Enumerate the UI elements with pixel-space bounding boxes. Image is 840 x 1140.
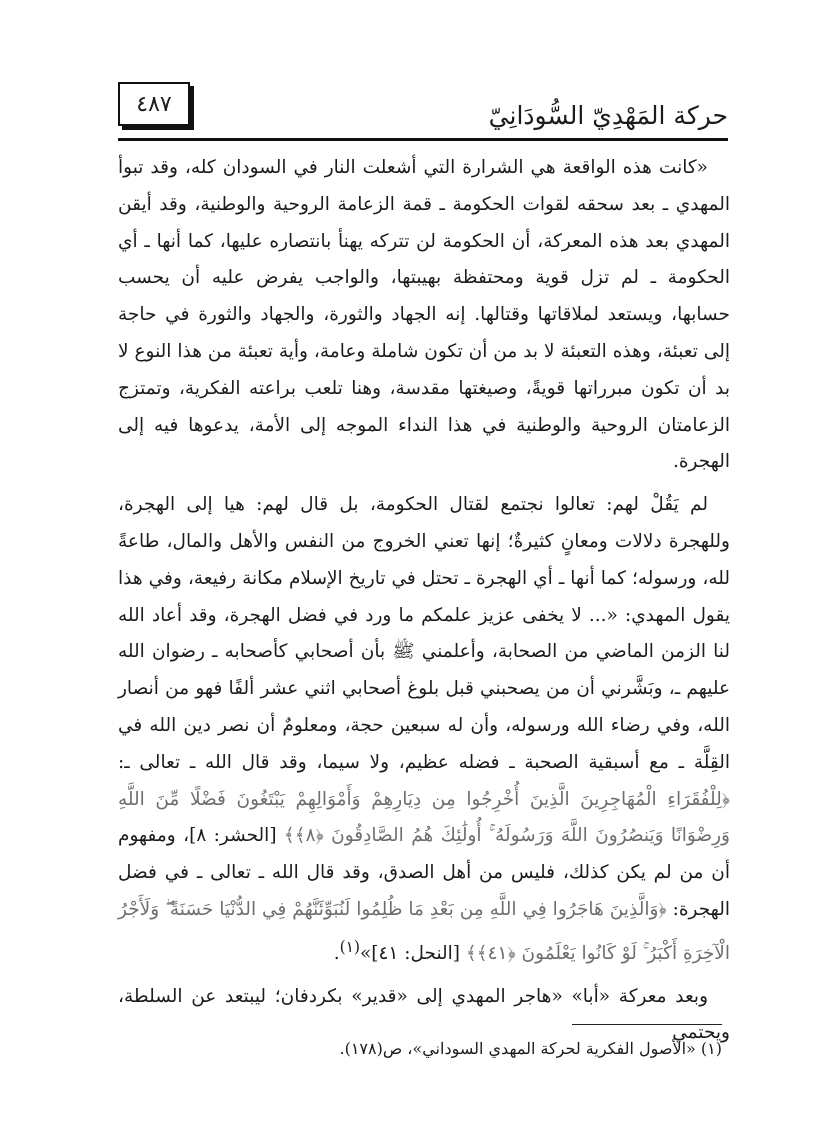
verse-2-reference: [النحل: ٤١]» [359, 942, 461, 964]
paragraph-3: وبعد معركة «أبا» «هاجر المهدي إلى «قدير» بكردفان؛ ليبتعد عن السلطة، ويحتمي [118, 985, 730, 1044]
footnote-mark: (١) [339, 937, 360, 956]
paragraph-2-end: . [333, 942, 340, 964]
paragraph-1: «كانت هذه الواقعة هي الشرارة التي أشعلت النار في السودان كله، وقد تبوأ المهدي ـ بعد سحقه لقوات الحكومة ـ قمة الزعامة الروحية والوطنية، وقد أيقن المهدي بعد هذه المعركة، أن الحكومة لن تتركه يهنأ بانتصاره عليها، كما أنها ـ أي الحكومة ـ لم تزل قوية ومحتفظة بهيبتها، والواجب يفرض عليه أن يحسب حسابها، ويستعد لملاقاتها وقتالها. إنه الجهاد والثورة، والجهاد والثورة في حاجة إلى تعبئة، وهذه التعبئة لا بد من أن تكون شاملة وعامة، وأية تعبئة من هذا النوع لا بد أن تكون مبرراتها قويةً، وصيغتها مقدسة، وهنا تلعب براعته الفكرية، وتمتزج الزعامتان الروحية والوطنية في هذا النداء الموجه إلى الأمة، يدعوها فيه إلى الهجرة. [118, 157, 730, 473]
main-text [118, 150, 730, 1052]
paragraph-2 [118, 487, 730, 973]
running-title: حركة المَهْدِيّ السُّودَانِيّ [488, 101, 728, 130]
page-number: ٤٨٧ [118, 82, 190, 126]
quran-verse-2: ﴿وَالَّذِينَ هَاجَرُوا فِي اللَّهِ مِن بَعْدِ مَا ظُلِمُوا لَنُبَوِّئَنَّهُمْ فِي الدُّنْيَا حَسَنَةً ۖ وَلَأَجْرُ الْآخِرَةِ أَكْبَرُ ۚ لَوْ كَانُوا يَعْلَمُونَ ﴿٤١﴾﴾ [118, 898, 730, 964]
page-header [118, 82, 728, 141]
paragraph-2-continuation: [الحشر: ٨]، ومفهوم أن من لم يكن كذلك، فليس من أهل الصدق، وقد قال الله ـ تعالى ـ في فضل الهجرة: [118, 825, 730, 920]
footnote-divider [572, 1024, 722, 1025]
footnote: (١) «الأصول الفكرية لحركة المهدي السوداني»، ص(١٧٨). [339, 1039, 722, 1058]
paragraph-2-text: لم يَقُلْ لهم: تعالوا نجتمع لقتال الحكومة، بل قال لهم: هيا إلى الهجرة، وللهجرة دلالات ومعانٍ كثيرةٌ؛ إنها تعني الخروج من النفس والأهل والمال، طاعةً لله، ورسوله؛ كما أنها ـ أي الهجرة ـ تحتل في تاريخ الإسلام مكانة رفيعة، وفي هذا يقول المهدي: «... لا يخفى عزيز علمكم ما ورد في فضل الهجرة، وقد أعاد الله لنا الزمن الماضي من الصحابة، وأعلمني ﷺ بأن أصحابي كأصحابه ـ رضوان الله عليهم ـ، وبَشَّرني أن من يصحبني قبل بلوغ أصحابي اثني عشر ألفًا فهو من أنصار الله، وفي رضاء الله ورسوله، وأن له سبعين حجة، ومعلومٌ أن نصر دين الله في القِلَّة ـ مع أسبقية الصحبة ـ فضله عظيم، ولا سيما، وقد قال الله ـ تعالى ـ: [118, 494, 730, 773]
quran-verse-1: ﴿لِلْفُقَرَاءِ الْمُهَاجِرِينَ الَّذِينَ أُخْرِجُوا مِن دِيَارِهِمْ وَأَمْوَالِهِمْ يَبْتَغُونَ فَضْلًا مِّنَ اللَّهِ وَرِضْوَانًا وَيَنصُرُونَ اللَّهَ وَرَسُولَهُ ۚ أُولَٰئِكَ هُمُ الصَّادِقُونَ ﴿٨﴾﴾ [118, 788, 730, 847]
